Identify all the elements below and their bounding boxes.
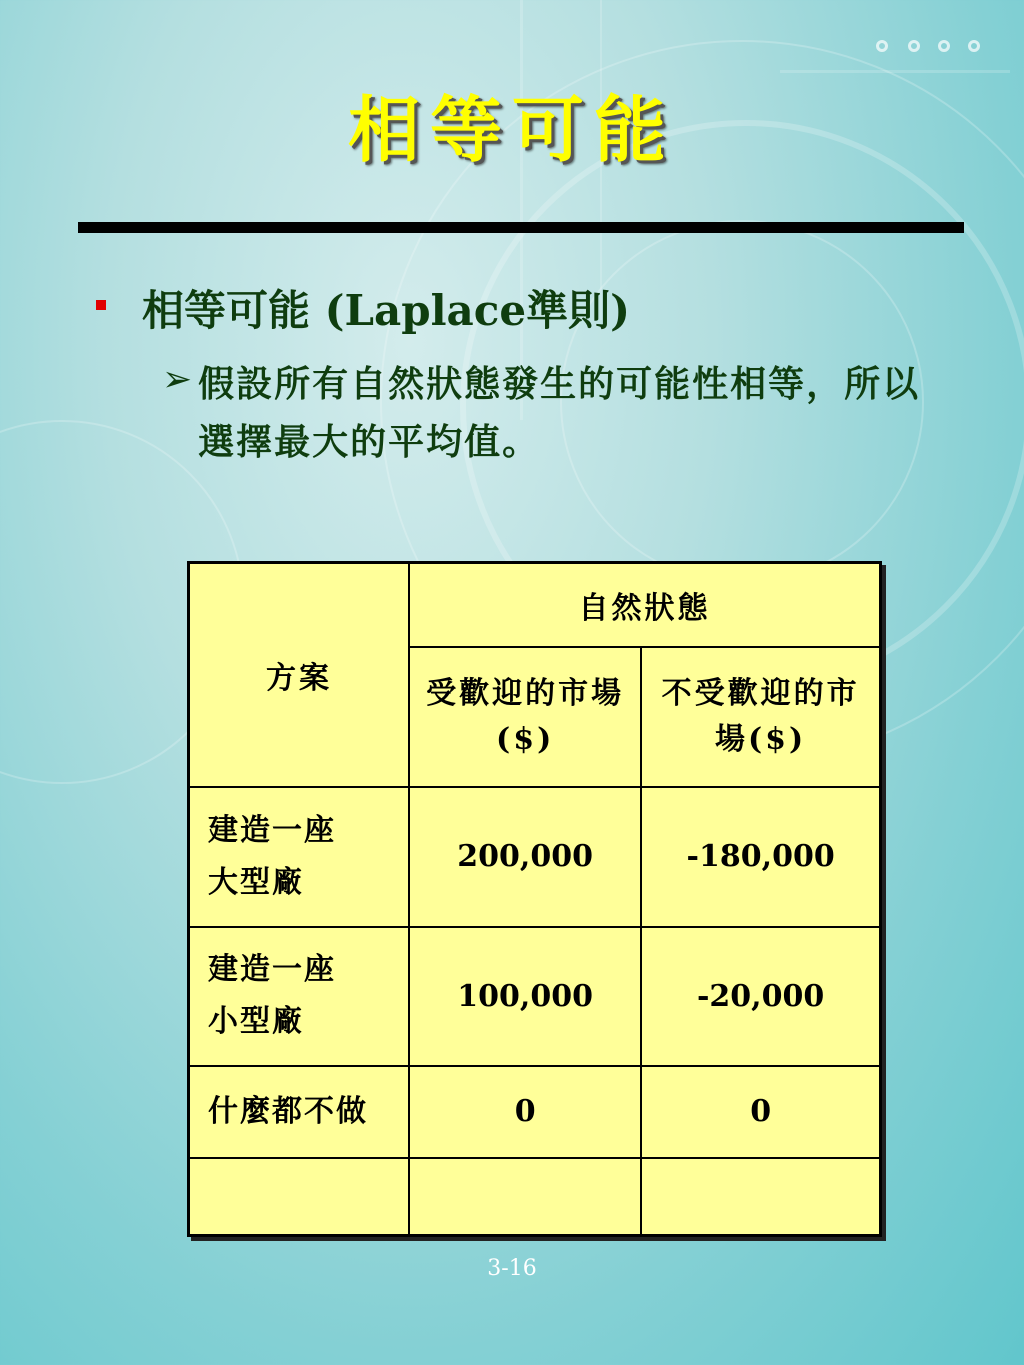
row-label-line: 建造一座	[208, 952, 336, 987]
decorative-dot-icon	[968, 40, 980, 52]
unfavorable-value	[641, 1158, 880, 1236]
row-label-cell	[189, 927, 410, 1066]
slide-title: 相等可能	[347, 87, 676, 172]
decorative-dot-icon	[938, 40, 950, 52]
favorable-value: 0	[409, 1066, 641, 1158]
corner-header-cell	[189, 563, 410, 787]
unfavorable-value: -180,000	[641, 787, 880, 927]
unfavorable-value: 0	[641, 1066, 880, 1158]
arrow-bullet-icon: ➢	[162, 359, 193, 400]
unfavorable-value: -20,000	[641, 927, 880, 1066]
column-header-text: 不受歡迎的市場($)	[661, 675, 860, 757]
column-header-text: 受歡迎的市場 ($)	[426, 675, 625, 757]
column-header-unfavorable	[641, 647, 880, 787]
row-label-cell	[189, 787, 410, 927]
table-row	[189, 787, 881, 927]
sub-bullet-text: 假設所有自然狀態發生的可能性相等，所以選擇最大的平均值。	[198, 363, 921, 463]
decorative-dot-icon	[908, 40, 920, 52]
favorable-value: 200,000	[409, 787, 641, 927]
bullet-item	[96, 278, 630, 338]
favorable-value: 100,000	[409, 927, 641, 1066]
decorative-dot-icon	[876, 40, 888, 52]
group-header: 自然狀態	[578, 590, 711, 626]
favorable-value	[409, 1158, 641, 1236]
row-label-line: 大型廠	[208, 864, 304, 900]
row-label-cell	[189, 1158, 410, 1236]
table-row	[189, 1066, 881, 1158]
row-label-line: 什麼都不做	[208, 1093, 368, 1129]
row-label-line: 建造一座	[208, 812, 336, 848]
group-header-cell	[409, 563, 880, 647]
square-bullet-icon	[96, 300, 106, 310]
table-row	[189, 1158, 881, 1236]
page-number: 3-16	[487, 1256, 537, 1281]
row-label-line: 小型廠	[208, 1004, 304, 1039]
bullet-text: 相等可能 (Laplace準則)	[142, 286, 630, 335]
sub-bullet-item	[162, 355, 928, 471]
row-label-cell	[189, 1066, 410, 1158]
column-header-favorable	[409, 647, 641, 787]
table-row	[189, 927, 881, 1066]
payoff-table	[187, 561, 882, 1237]
corner-header: 方案	[266, 660, 333, 696]
title-divider	[78, 222, 964, 233]
